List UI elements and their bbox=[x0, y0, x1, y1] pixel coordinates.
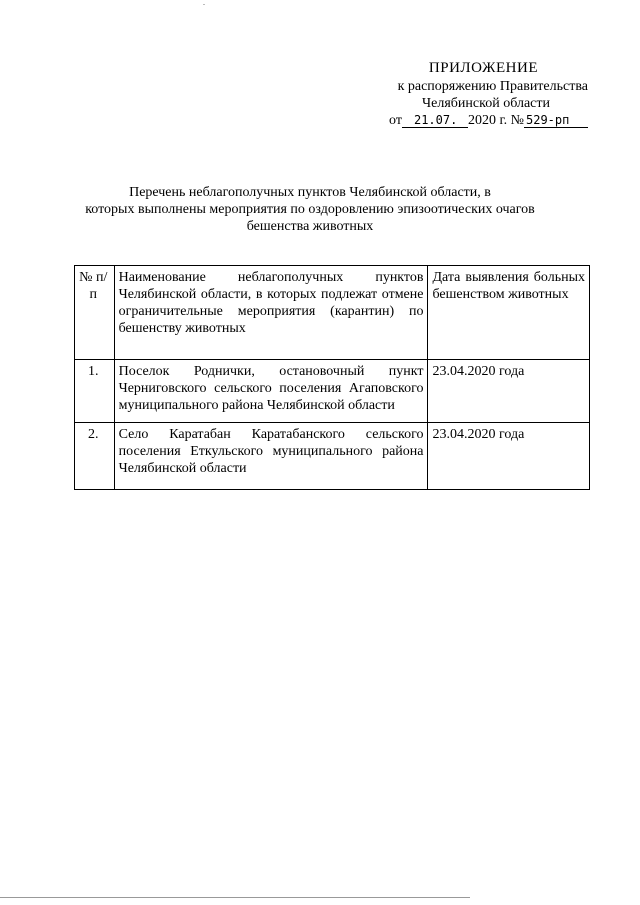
order-reference bbox=[328, 112, 588, 129]
header-date: Дата выявления больных бешенством животных bbox=[428, 266, 590, 360]
appendix-block bbox=[328, 60, 588, 129]
table-row bbox=[75, 423, 590, 490]
heading-line-2: которых выполнены мероприятия по оздоровлению эпизоотических очагов bbox=[85, 202, 535, 217]
page-bottom-edge bbox=[0, 897, 470, 898]
order-year: 2020 г. № bbox=[467, 113, 524, 128]
appendix-line-2: к распоряжению Правительства bbox=[397, 79, 588, 94]
scan-speck bbox=[203, 4, 205, 5]
table-header-row bbox=[75, 266, 590, 360]
appendix-title: ПРИЛОЖЕНИЕ bbox=[428, 60, 538, 76]
header-number: № п/п bbox=[75, 266, 115, 360]
document-heading bbox=[60, 184, 560, 235]
row-date: 23.04.2020 года bbox=[428, 360, 590, 423]
heading-line-3: бешенства животных bbox=[246, 219, 374, 234]
row-number: 2. bbox=[75, 423, 115, 490]
row-number: 1. bbox=[75, 360, 115, 423]
row-name: Поселок Роднички, остановочный пункт Черниговского сельского поселения Агаповского муниципального района Челябинской области bbox=[114, 360, 428, 423]
row-name: Село Каратабан Каратабанского сельского поселения Еткульского муниципального района Челябинской области bbox=[114, 423, 428, 490]
order-prefix: от bbox=[389, 113, 402, 128]
appendix-line-3: Челябинской области bbox=[422, 96, 550, 111]
order-date: 21.07. bbox=[402, 114, 468, 128]
heading-line-1: Перечень неблагополучных пунктов Челябинской области, в bbox=[129, 185, 491, 200]
locations-table bbox=[74, 265, 590, 490]
table-row bbox=[75, 360, 590, 423]
order-number: 529-рп bbox=[524, 114, 588, 128]
header-name: Наименование неблагополучных пунктов Челябинской области, в которых подлежат отмене ограничительные мероприятия (карантин) по бешенству животных bbox=[114, 266, 428, 360]
row-date: 23.04.2020 года bbox=[428, 423, 590, 490]
